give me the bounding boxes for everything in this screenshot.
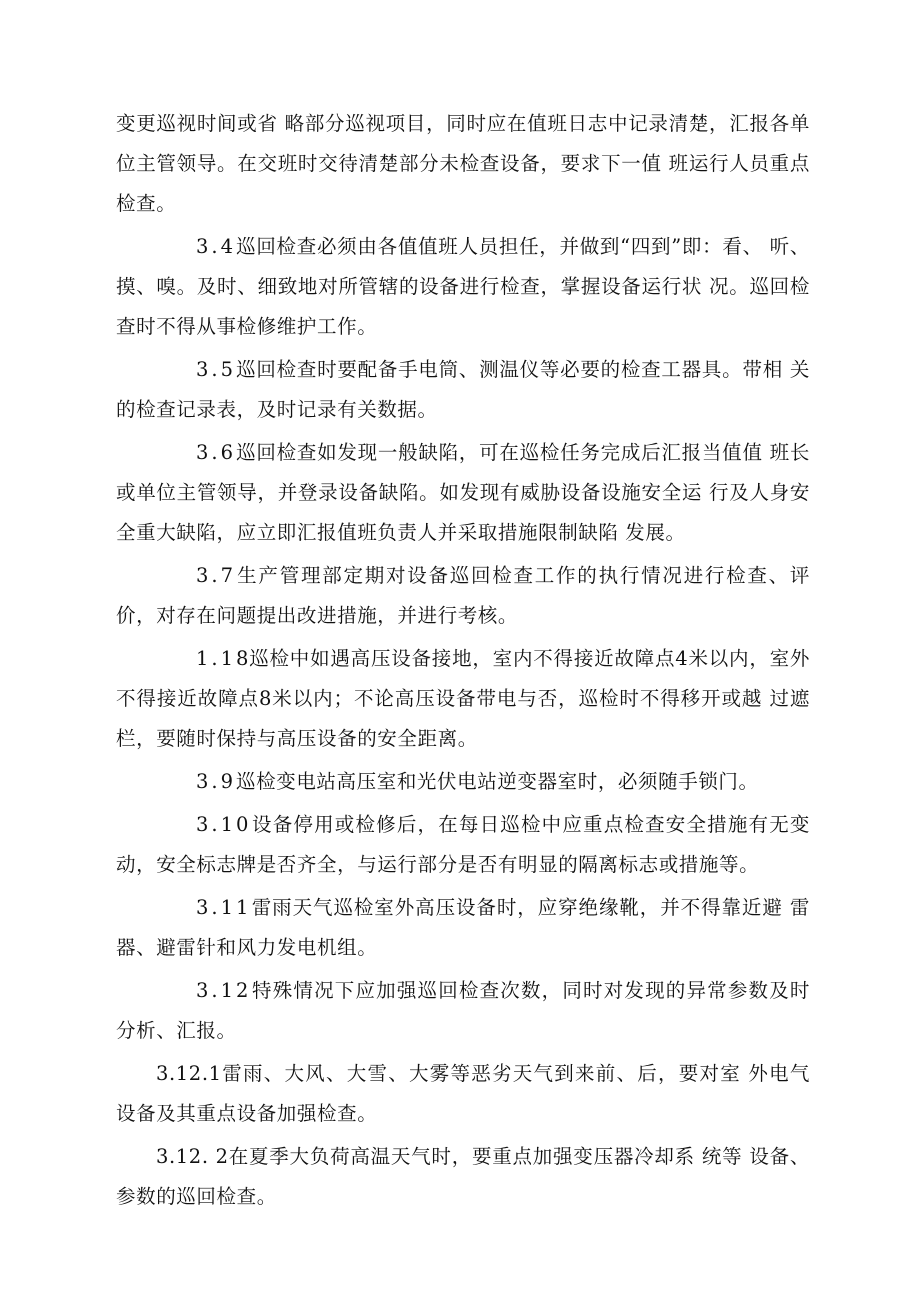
paragraph-text: 巡回检查必须由各值值班人员担任，并做到“四到”即：看、 听、摸、嗅。及时、细致地对所管辖的设备进行检查，掌握设备运行状 况。巡回检查时不得从事检修维护工作。 (116, 235, 810, 338)
paragraph-text: 生产管理部定期对设备巡回检查工作的执行情况进行检查、评 价，对存在问题提出改进措施，并进行考核。 (116, 564, 810, 627)
paragraph-3-5 (116, 350, 810, 430)
paragraph-text: 巡检变电站高压室和光伏电站逆变器室时，必须随手锁门。 (236, 770, 759, 793)
paragraph-3-9 (116, 762, 810, 802)
paragraph-text: 8巡检中如遇高压设备接地，室内不得接近故障点4米以内，室外 不得接近故障点8米以内；不论高压设备带电与否，巡检时不得移开或越 过遮栏，要随时保持与高压设备的安全距离。 (116, 647, 810, 750)
paragraph-text: 在夏季大负荷高温天气时，要重点加强变压器冷却系 统等 设备、参数的巡回检查。 (116, 1145, 810, 1208)
paragraph-3-12-1 (116, 1054, 810, 1134)
section-number: 3.4 (196, 235, 237, 258)
paragraph-continuation (116, 104, 810, 224)
paragraph-text: 巡回检查如发现一般缺陷，可在巡检任务完成后汇报当值值 班长或单位主管领导，并登录设备缺陷。如发现有威胁设备设施安全运 行及人身安全重大缺陷，应立即汇报值班负责人并采取措施限制缺陷 发展。 (116, 441, 810, 544)
paragraph-3-4 (116, 227, 810, 347)
paragraph-text: 变更巡视时间或省 略部分巡视项目，同时应在值班日志中记录清楚，汇报各单位主管领导。在交班时交待清楚部分未检查设备，要求下一值 班运行人员重点检查。 (116, 112, 810, 215)
paragraph-3-10 (116, 805, 810, 885)
section-number: 3.9 (196, 770, 237, 793)
paragraph-3-11 (116, 888, 810, 968)
paragraph-3-6 (116, 433, 810, 553)
section-number: 3.7 (196, 564, 237, 587)
paragraph-text: 特殊情况下应加强巡回检查次数，同时对发现的异常参数及时 分析、汇报。 (116, 979, 810, 1042)
section-number: 3.11 (196, 896, 252, 919)
document-page (116, 104, 810, 1220)
section-number: 3.5 (196, 358, 237, 381)
section-number: 3.6 (196, 441, 237, 464)
paragraph-text: 雷雨天气巡检室外高压设备时，应穿绝缘靴，并不得靠近避 雷器、避雷针和风力发电机组。 (116, 896, 810, 959)
section-number: 3.12.1 (156, 1062, 222, 1085)
paragraph-text: 设备停用或检修后，在每日巡检中应重点检查安全措施有无变 动，安全标志牌是否齐全，与运行部分是否有明显的隔离标志或措施等。 (116, 813, 810, 876)
paragraph-text: 巡回检查时要配备手电筒、测温仪等必要的检查工器具。带相 关的检查记录表，及时记录有关数据。 (116, 358, 810, 421)
section-number: 3.12 (196, 979, 252, 1002)
paragraph-text: 雷雨、大风、大雪、大雾等恶劣天气到来前、后，要对室 外电气设备及其重点设备加强检查。 (116, 1062, 810, 1125)
paragraph-1-1 (116, 639, 810, 759)
section-number: 3.10 (196, 813, 252, 836)
paragraph-3-7 (116, 556, 810, 636)
section-number: 3.12. 2 (156, 1145, 229, 1168)
paragraph-3-12 (116, 971, 810, 1051)
paragraph-3-12-2 (116, 1137, 810, 1217)
section-number: 1.1 (196, 647, 237, 670)
